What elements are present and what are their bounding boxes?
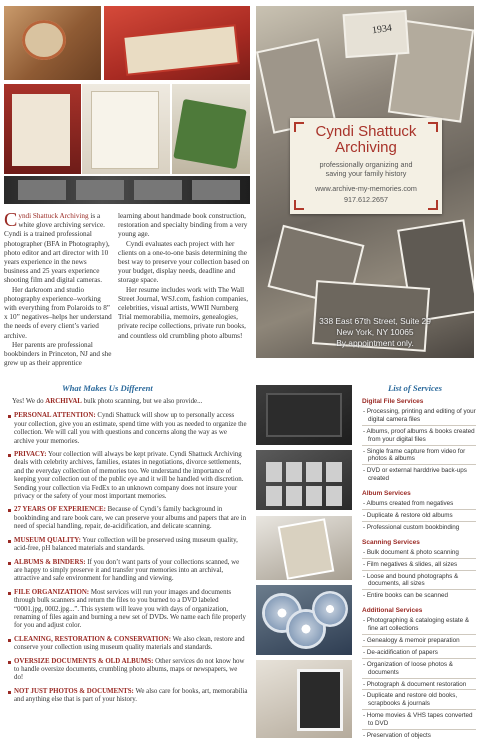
different-item: PRIVACY: Your collection will always be kept private. Cyndi Shattuck Archiving deals with celebrity archives, families, estates in negotiations, divorce settlements, and the everyday collection of memories too. We understand the importance of keeping your collection out of the public eye and it will be handled with discretion. Sending your collection via FedEx to an unknown company does not insure your privacy or the safety of your most important memories.: [6, 451, 248, 501]
service-item: - Duplicate and restore old books, scrapbooks & journals: [363, 692, 458, 708]
intro-column-2: [118, 212, 250, 341]
cover-label-card: [290, 118, 442, 214]
service-category: Album Services: [362, 490, 411, 498]
services-heading: List of Services: [388, 383, 442, 393]
service-category: Scanning Services: [362, 538, 420, 546]
service-item: - Organization of loose photos & documents: [363, 660, 453, 676]
different-heading: What Makes Us Different: [62, 383, 153, 393]
different-item: ALBUMS & BINDERS: If you don’t want parts of your collections scanned, we are happy to simply preserve it and transfer your memories into an archival, attractive and safe environment for handling and viewing.: [6, 559, 248, 584]
service-group: [362, 398, 476, 483]
service-group: [362, 490, 476, 532]
cover-handwritten-date: 1934: [371, 22, 393, 37]
service-group: [362, 539, 476, 600]
service-item: - Genealogy & memoir preparation: [363, 636, 460, 644]
services-list: [362, 398, 476, 747]
service-item: - Home movies & VHS tapes converted to DVD: [363, 712, 473, 728]
different-lead: Yes! We do ARCHIVAL bulk photo scanning, but we also provide...: [12, 398, 203, 405]
photo-red-album: [104, 6, 250, 80]
cover-title: Cyndi Shattuck Archiving: [315, 123, 417, 156]
intro-paragraph: Her resume includes work with The Wall Street Journal, WSJ.com, fashion companies, celebrities, visual artists, WWII Nurnberg Trial memorabilia, memoirs, genealogies, private recipe collections, private run books, and countless old crumbling photo albums!: [118, 285, 249, 340]
intro-paragraph: Cyndi evaluates each project with her clients on a one-to-one basis determining the best way to preserve your collection based on your budget, display needs, deadline and storage space.: [118, 239, 250, 285]
photo-red-book: [4, 84, 81, 174]
service-item: - Professional custom bookbinding: [363, 523, 460, 531]
intro-paragraph: is a white glove archiving service. Cyndi is a trained professional photographer (BFA in Photography), photo editor and art director with 10 years experience in the news business and 25 years experience shooting film and digital cameras.: [4, 212, 110, 285]
service-item: - Bulk document & photo scanning: [363, 548, 459, 556]
intro-company-name: yndi Shattuck Archiving: [18, 212, 89, 220]
service-item: - Single frame capture from video for photos & albums: [363, 447, 466, 463]
photo-black-album: [256, 385, 352, 445]
service-item: - DVD or external harddrive back-ups created: [363, 467, 467, 483]
drop-cap: C: [4, 209, 18, 231]
service-item: - Photograph & document restoration: [363, 680, 467, 688]
different-section: [6, 398, 248, 710]
different-item: CLEANING, RESTORATION & CONSERVATION: We also clean, restore and conserve your collection using museum quality materials and standards.: [6, 636, 248, 653]
intro-paragraph: learning about handmade book construction, restoration and specialty binding from a very young age.: [118, 212, 248, 239]
cover-website: www.archive-my-memories.com: [315, 184, 417, 193]
different-item: OVERSIZE DOCUMENTS & OLD ALBUMS: Other services do not know how to handle oversize documents, crumbling photo albums, maps or newspapers, we do!: [6, 658, 248, 683]
photo-framed-art: [256, 660, 352, 738]
service-category: Digital File Services: [362, 398, 424, 405]
photo-dvd-discs: [256, 585, 352, 655]
different-item: 27 YEARS OF EXPERIENCE: Because of Cyndi’s family background in bookbinding and rare book care, we can preserve your albums and papers that are in need of special handling, repair, de-acidification, and delicate scanning.: [6, 506, 248, 531]
cover-phone: 917.612.2657: [344, 195, 388, 204]
service-item: - De-acidification of papers: [363, 648, 438, 656]
service-item: - Duplicate & restore old albums: [363, 511, 453, 519]
service-group: [362, 607, 476, 740]
service-item: - Processing, printing and editing of your digital camera files: [363, 407, 476, 423]
photo-loose-prints: [256, 516, 352, 580]
photo-document-scan: [82, 84, 170, 174]
service-item: - Film negatives & slides, all sizes: [363, 560, 458, 568]
service-item: - Albums created from negatives: [363, 500, 454, 508]
cover-address: 338 East 67th Street, Suite 29 New York, NY 10065 By appointment only.: [319, 316, 431, 348]
photo-film-strip: [4, 176, 250, 204]
service-item: - Entire books can be scanned: [363, 592, 449, 600]
service-item: - Preservation of objects: [363, 732, 431, 740]
service-category: Additional Services: [362, 607, 423, 615]
photo-binder: [172, 84, 250, 174]
different-item: PERSONAL ATTENTION: Cyndi Shattuck will show up to personally access your collection, give you an estimate, spend time with you as needed to organize the collection. We will call you with questions and concerns along the way as we archive your memories.: [6, 412, 248, 446]
service-item: - Loose and bound photographs & documents, all sizes: [363, 572, 459, 588]
intro-paragraph: Her parents are professional bookbinders in Princeton, NJ and she grew up as their apprentice: [4, 340, 112, 368]
service-item: - Photographing & cataloging estate & fine art collections: [363, 617, 470, 633]
different-item: MUSEUM QUALITY: Your collection will be preserved using museum quality, acid-free, pH balanced materials and standards.: [6, 537, 248, 554]
intro-paragraph: Her darkroom and studio photography experience–working with everything from Polaroids to 8” x 10” negatives–helps her understand the needs of every client’s varied archive.: [4, 285, 112, 340]
service-item: - Albums, proof albums & books created from your digital files: [363, 427, 475, 443]
different-item: NOT JUST PHOTOS & DOCUMENTS: We also care for books, art, memorabilia and anything else that is part of your history.: [6, 688, 248, 705]
different-item: FILE ORGANIZATION: Most services will run your images and documents through bulk scanners and return the files to you burned to a DVD labeled “0001.jpg, 0002.jpg...”. This system will leave you with days of organization, renaming of files again and burning a new set of DVDs. We name each file properly for you and adjust color.: [6, 589, 248, 631]
photo-framed-portrait: [4, 6, 101, 80]
intro-column-1: [4, 209, 112, 368]
photo-vintage-album: [256, 450, 352, 510]
cover-tagline: professionally organizing and saving your family history: [319, 160, 413, 178]
